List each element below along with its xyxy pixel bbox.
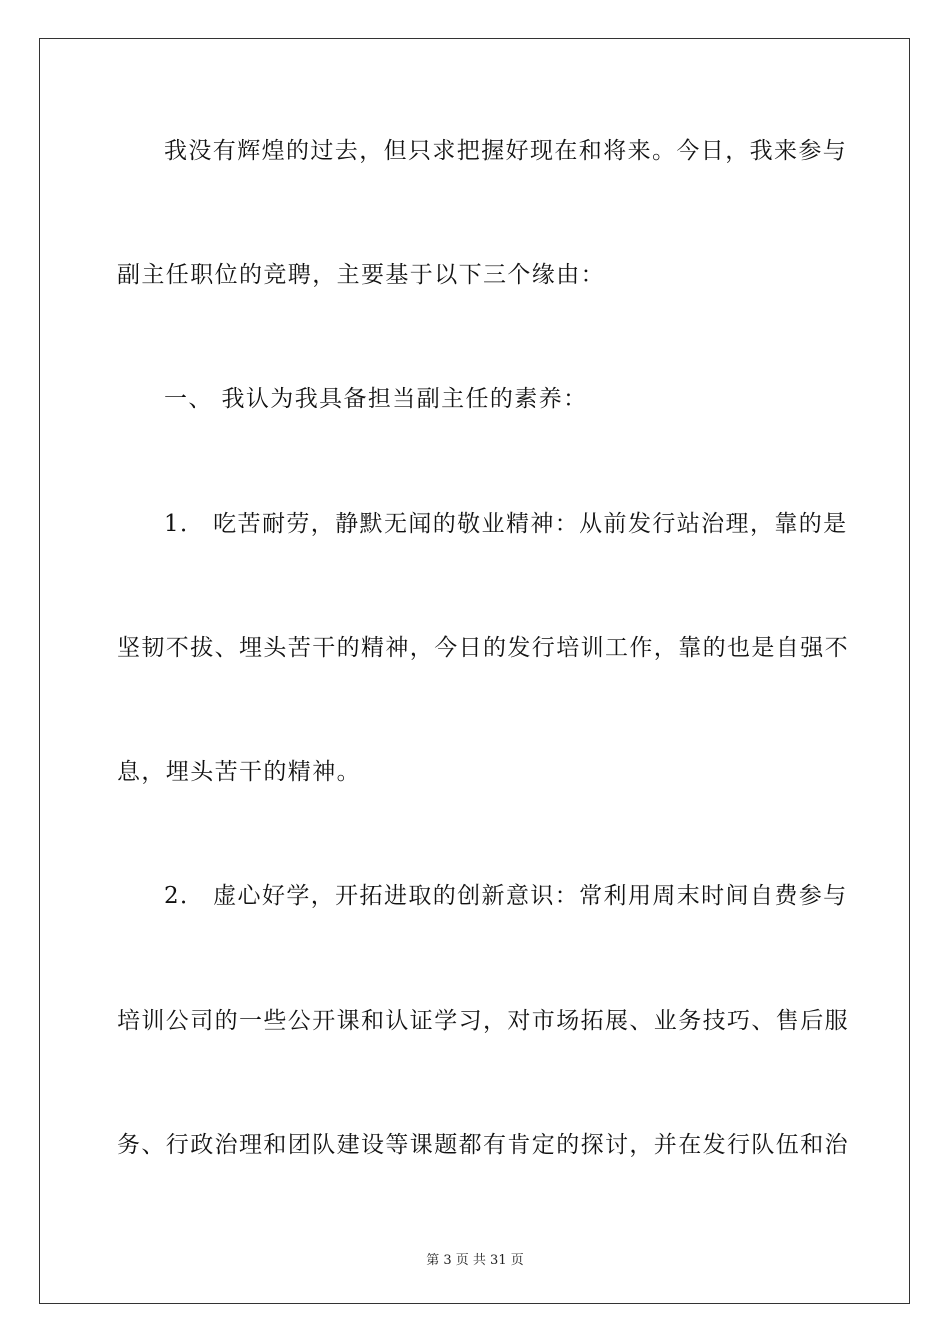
section-heading: 一、 我认为我具备担当副主任的素养：	[164, 386, 588, 412]
paragraph-line: 我没有辉煌的过去，但只求把握好现在和将来。今日，我来参与	[164, 138, 848, 164]
page-border	[39, 38, 910, 1304]
paragraph-line: 1． 吃苦耐劳，静默无闻的敬业精神：从前发行站治理，靠的是	[164, 511, 848, 537]
paragraph-line: 息，埋头苦干的精神。	[117, 759, 361, 785]
paragraph-line: 坚韧不拔、埋头苦干的精神，今日的发行培训工作，靠的也是自强不	[117, 635, 849, 661]
paragraph-line: 2． 虚心好学，开拓进取的创新意识：常利用周末时间自费参与	[164, 883, 848, 909]
paragraph-line: 副主任职位的竞聘，主要基于以下三个缘由：	[117, 262, 605, 288]
paragraph-line: 务、行政治理和团队建设等课题都有肯定的探讨，并在发行队伍和治	[117, 1132, 849, 1158]
page-number: 第 3 页 共 31 页	[426, 1253, 524, 1268]
paragraph-line: 培训公司的一些公开课和认证学习，对市场拓展、业务技巧、售后服	[117, 1008, 849, 1034]
